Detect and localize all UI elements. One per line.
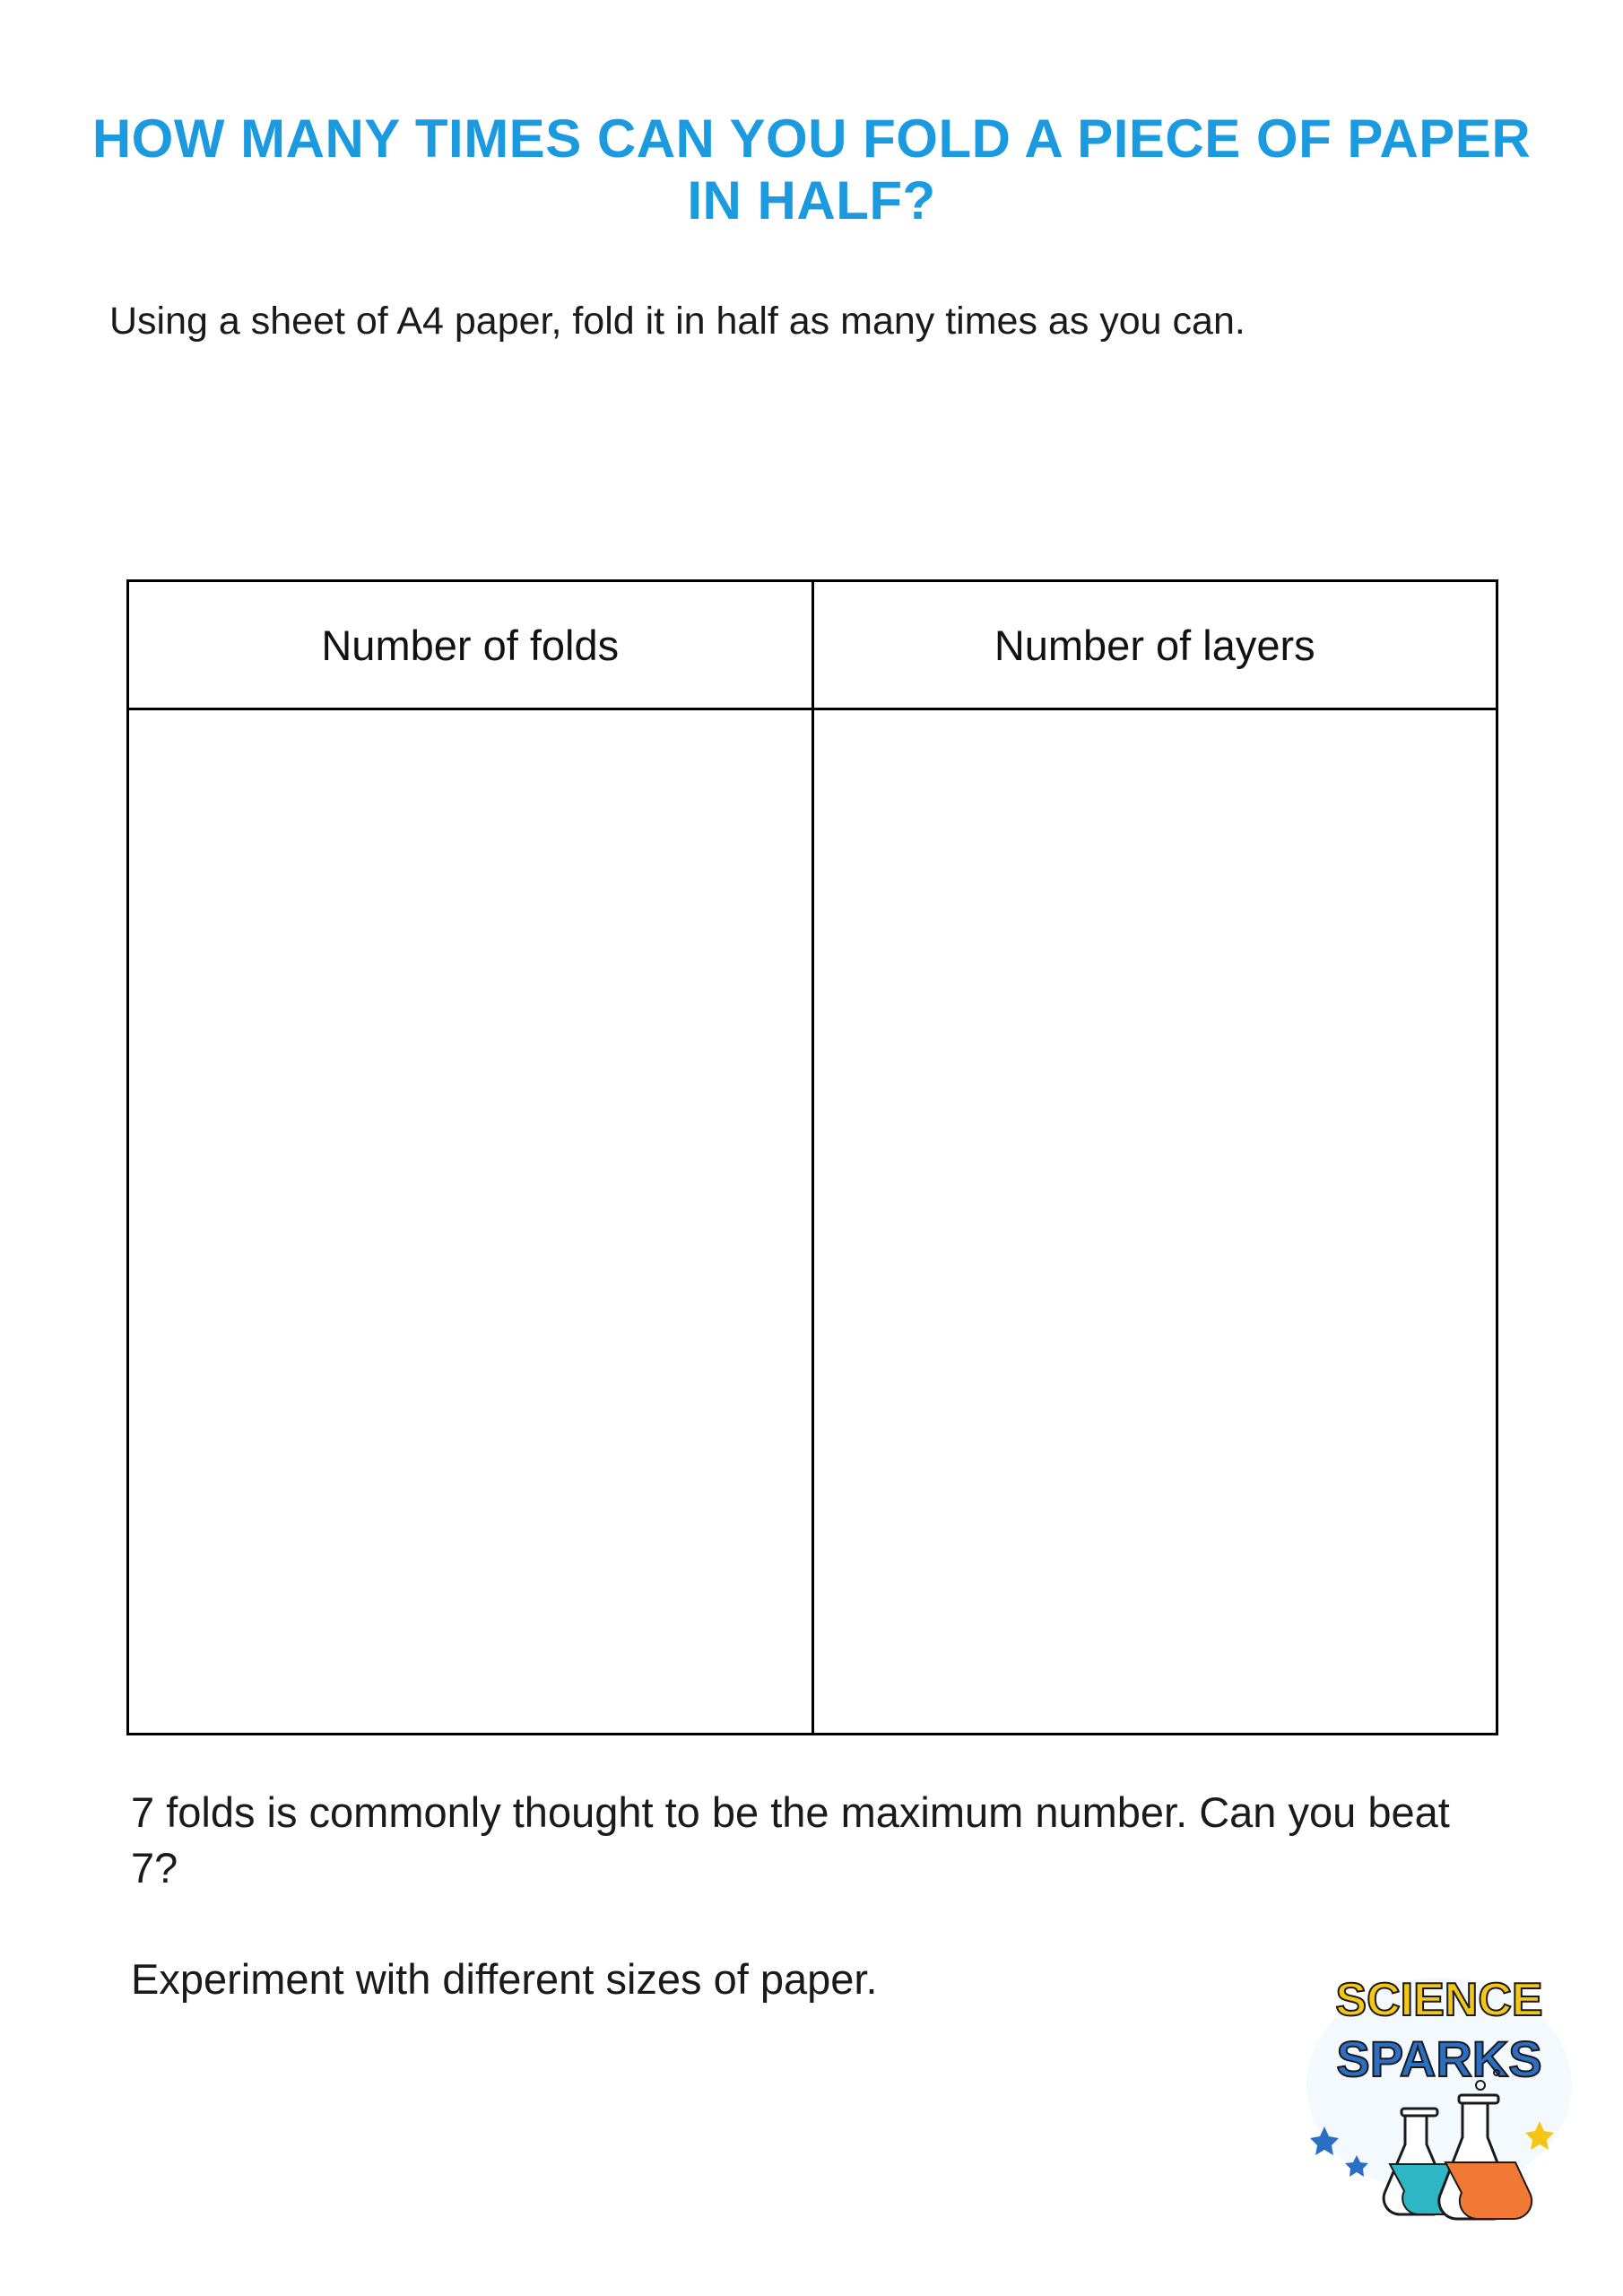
note-experiment: Experiment with different sizes of paper.	[131, 1955, 878, 2004]
column-header-number-of-folds: Number of folds	[128, 581, 813, 709]
answer-cell-folds[interactable]	[128, 709, 813, 1735]
answer-cell-layers[interactable]	[812, 709, 1497, 1735]
table-header	[128, 581, 1497, 709]
note-max-folds: 7 folds is commonly thought to be the maximum number. Can you beat 7?	[131, 1788, 1450, 1892]
table-row	[128, 709, 1497, 1735]
intro-paragraph: Using a sheet of A4 paper, fold it in half as many times as you can.	[109, 300, 1245, 343]
page-title: HOW MANY TIMES CAN YOU FOLD A PIECE OF PAPER IN HALF?	[91, 109, 1532, 230]
folds-table-container	[126, 579, 1498, 1730]
table-body	[128, 709, 1497, 1735]
column-header-number-of-layers: Number of layers	[812, 581, 1497, 709]
folds-table	[126, 579, 1498, 1735]
table-header-row	[128, 581, 1497, 709]
science-sparks-logo	[1305, 1951, 1574, 2229]
science-sparks-logo-graphic	[1305, 1951, 1574, 2229]
logo-text-sparks: SPARKS	[1336, 2031, 1542, 2087]
notes-section	[131, 1785, 1494, 2007]
logo-text-science: SCIENCE	[1335, 1974, 1543, 2026]
